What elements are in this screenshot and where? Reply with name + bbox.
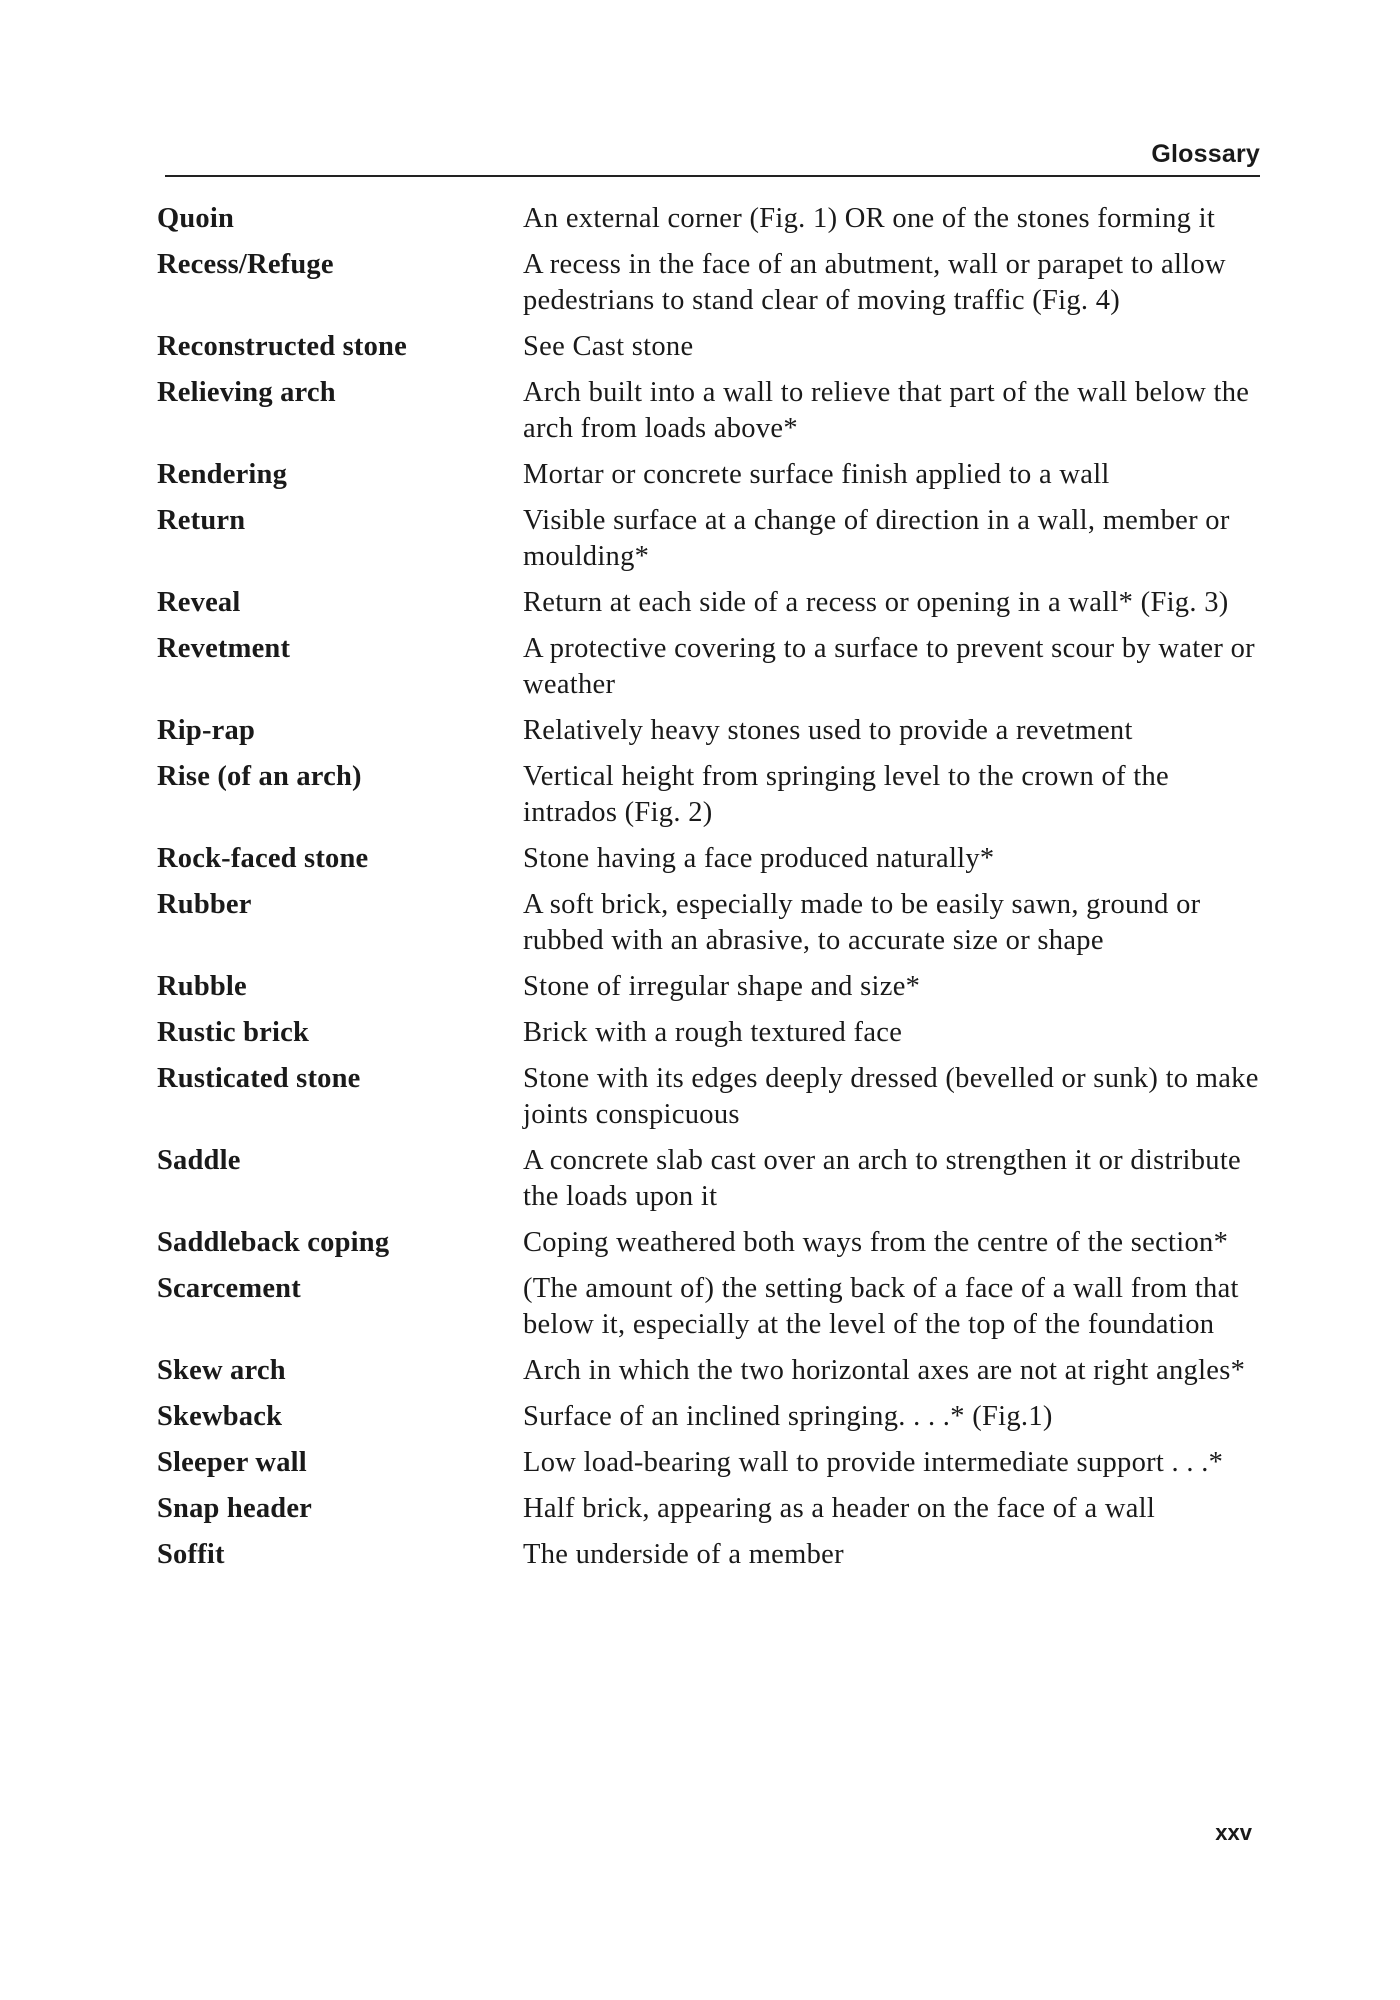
glossary-term: Rusticated stone bbox=[157, 1063, 361, 1094]
glossary-entry bbox=[157, 503, 1267, 575]
glossary-definition: Stone of irregular shape and size* bbox=[523, 971, 921, 1002]
glossary-definition: (The amount of) the setting back of a face of a wall from that below it, especially at the level of the top of the foundation bbox=[523, 1273, 1239, 1340]
glossary-entry bbox=[157, 1353, 1267, 1389]
glossary-term: Rip-rap bbox=[157, 715, 255, 746]
glossary-term: Scarcement bbox=[157, 1273, 301, 1304]
glossary-term: Skew arch bbox=[157, 1355, 286, 1386]
glossary-term: Rubble bbox=[157, 971, 247, 1002]
glossary-term: Rendering bbox=[157, 459, 288, 490]
glossary-definition: An external corner (Fig. 1) OR one of the stones forming it bbox=[523, 203, 1216, 234]
glossary-entry bbox=[157, 759, 1267, 831]
glossary-definition: Brick with a rough textured face bbox=[523, 1017, 903, 1048]
glossary-term: Reconstructed stone bbox=[157, 331, 407, 362]
glossary-definition: Vertical height from springing level to the crown of the intrados (Fig. 2) bbox=[523, 761, 1169, 828]
glossary-term: Snap header bbox=[157, 1493, 313, 1524]
glossary-entry bbox=[157, 247, 1267, 319]
page-number: xxv bbox=[1215, 1820, 1252, 1845]
glossary-term: Rubber bbox=[157, 889, 252, 920]
glossary-definition: Half brick, appearing as a header on the face of a wall bbox=[523, 1493, 1156, 1524]
glossary-term: Recess/Refuge bbox=[157, 249, 334, 280]
glossary-entry bbox=[157, 201, 1267, 237]
glossary-entry bbox=[157, 887, 1267, 959]
glossary-entry bbox=[157, 1225, 1267, 1261]
glossary-definition: Surface of an inclined springing. . . .* (Fig.1) bbox=[523, 1401, 1053, 1432]
glossary-definition: Relatively heavy stones used to provide a revetment bbox=[523, 715, 1133, 746]
glossary-term: Rock-faced stone bbox=[157, 843, 369, 874]
glossary-entry bbox=[157, 631, 1267, 703]
glossary-definition: Mortar or concrete surface finish applied to a wall bbox=[523, 459, 1110, 490]
glossary-term: Quoin bbox=[157, 203, 235, 234]
glossary-term: Skewback bbox=[157, 1401, 283, 1432]
glossary-entry bbox=[157, 841, 1267, 877]
glossary-definition: A concrete slab cast over an arch to strengthen it or distribute the loads upon it bbox=[523, 1145, 1242, 1212]
glossary-definition: Arch in which the two horizontal axes are not at right angles* bbox=[523, 1355, 1246, 1386]
glossary-definition: A protective covering to a surface to prevent scour by water or weather bbox=[523, 633, 1255, 700]
glossary-definition: A soft brick, especially made to be easily sawn, ground or rubbed with an abrasive, to accurate size or shape bbox=[523, 889, 1201, 956]
glossary-definition: See Cast stone bbox=[523, 331, 694, 362]
glossary-entry bbox=[157, 1399, 1267, 1435]
glossary-list bbox=[157, 201, 1267, 1583]
glossary-term: Saddleback coping bbox=[157, 1227, 390, 1258]
glossary-entry bbox=[157, 1445, 1267, 1481]
glossary-term: Rise (of an arch) bbox=[157, 761, 362, 792]
glossary-entry bbox=[157, 969, 1267, 1005]
glossary-term: Sleeper wall bbox=[157, 1447, 307, 1478]
glossary-definition: Stone having a face produced naturally* bbox=[523, 843, 995, 874]
glossary-definition: Stone with its edges deeply dressed (bevelled or sunk) to make joints conspicuous bbox=[523, 1063, 1259, 1130]
glossary-definition: Low load-bearing wall to provide intermediate support . . .* bbox=[523, 1447, 1224, 1478]
glossary-entry bbox=[157, 585, 1267, 621]
glossary-term: Return bbox=[157, 505, 246, 536]
running-head-title: Glossary bbox=[1151, 140, 1260, 168]
glossary-entry bbox=[157, 329, 1267, 365]
glossary-definition: Arch built into a wall to relieve that part of the wall below the arch from loads above* bbox=[523, 377, 1250, 444]
glossary-definition: A recess in the face of an abutment, wall or parapet to allow pedestrians to stand clear of moving traffic (Fig. 4) bbox=[523, 249, 1226, 316]
glossary-definition: Visible surface at a change of direction in a wall, member or moulding* bbox=[523, 505, 1230, 572]
glossary-term: Saddle bbox=[157, 1145, 241, 1176]
glossary-definition: Coping weathered both ways from the centre of the section* bbox=[523, 1227, 1229, 1258]
glossary-entry bbox=[157, 1537, 1267, 1573]
glossary-entry bbox=[157, 1061, 1267, 1133]
glossary-entry bbox=[157, 457, 1267, 493]
glossary-term: Revetment bbox=[157, 633, 291, 664]
glossary-term: Rustic brick bbox=[157, 1017, 310, 1048]
header-rule bbox=[165, 175, 1260, 177]
glossary-term: Relieving arch bbox=[157, 377, 336, 408]
glossary-entry bbox=[157, 1491, 1267, 1527]
glossary-entry bbox=[157, 375, 1267, 447]
glossary-entry bbox=[157, 1015, 1267, 1051]
glossary-entry bbox=[157, 1271, 1267, 1343]
glossary-term: Reveal bbox=[157, 587, 241, 618]
glossary-definition: The underside of a member bbox=[523, 1539, 844, 1570]
glossary-term: Soffit bbox=[157, 1539, 225, 1570]
glossary-entry bbox=[157, 713, 1267, 749]
glossary-entry bbox=[157, 1143, 1267, 1215]
glossary-definition: Return at each side of a recess or opening in a wall* (Fig. 3) bbox=[523, 587, 1229, 618]
